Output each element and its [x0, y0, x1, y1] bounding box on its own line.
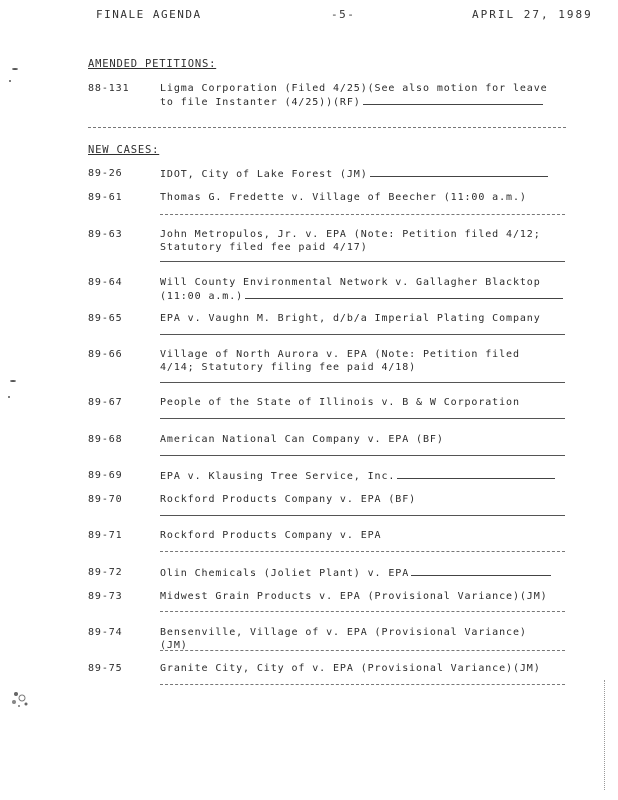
- case-description: [160, 590, 565, 603]
- case-line: EPA v. Vaughn M. Bright, d/b/a Imperial Plating Company: [160, 313, 541, 324]
- case-description: [160, 433, 565, 446]
- case-line: Bensenville, Village of v. EPA (Provisional Variance): [160, 627, 527, 638]
- case-description: [160, 662, 565, 675]
- case-description: [160, 228, 565, 254]
- case-number: 89-69: [88, 470, 123, 481]
- case-number: 89-64: [88, 277, 123, 288]
- scan-speck: [8, 396, 10, 398]
- case-line: People of the State of Illinois v. B & W Corporation: [160, 397, 520, 408]
- case-description: [160, 529, 565, 542]
- scan-speck: [10, 380, 16, 382]
- case-line: Rockford Products Company v. EPA: [160, 530, 382, 541]
- case-line: Thomas G. Fredette v. Village of Beecher (11:00 a.m.): [160, 192, 527, 203]
- case-line: Ligma Corporation (Filed 4/25)(See also motion for leave: [160, 83, 548, 94]
- header-date: APRIL 27, 1989: [472, 8, 593, 21]
- case-number: 89-26: [88, 168, 123, 179]
- amended-petitions-heading: AMENDED PETITIONS:: [88, 58, 217, 70]
- case-number: 89-61: [88, 192, 123, 203]
- divider-rule: [160, 515, 565, 516]
- page-number: -5-: [331, 8, 356, 21]
- case-description: [160, 167, 565, 181]
- case-description: [160, 626, 565, 652]
- case-number: 89-71: [88, 530, 123, 541]
- case-description: [160, 348, 565, 374]
- scan-smudge-icon: [6, 686, 36, 712]
- case-number: 89-68: [88, 434, 123, 445]
- case-number: 89-70: [88, 494, 123, 505]
- case-description: [160, 312, 565, 325]
- new-cases-heading: NEW CASES:: [88, 144, 160, 156]
- case-number: 89-73: [88, 591, 123, 602]
- divider-rule: [160, 684, 565, 685]
- case-line: Midwest Grain Products v. EPA (Provisional Variance)(JM): [160, 591, 548, 602]
- case-line: Village of North Aurora v. EPA (Note: Petition filed: [160, 349, 520, 360]
- case-number: 89-66: [88, 349, 123, 360]
- case-number: 89-63: [88, 229, 123, 240]
- case-description: [160, 276, 565, 303]
- case-number: 89-67: [88, 397, 123, 408]
- case-number: 89-75: [88, 663, 123, 674]
- divider-rule: [160, 418, 565, 419]
- divider-rule: [160, 382, 565, 383]
- case-line: (11:00 a.m.): [160, 289, 565, 303]
- divider-rule: [160, 455, 565, 456]
- divider-rule: [160, 611, 565, 612]
- case-number: 89-65: [88, 313, 123, 324]
- divider-rule: [88, 127, 566, 128]
- case-description: [160, 396, 565, 409]
- case-line: EPA v. Klausing Tree Service, Inc.: [160, 469, 565, 483]
- divider-rule: [160, 650, 565, 651]
- case-number: 89-72: [88, 567, 123, 578]
- case-description: [160, 191, 565, 204]
- case-number: 89-74: [88, 627, 123, 638]
- case-description: [160, 493, 565, 506]
- divider-rule: [160, 214, 565, 215]
- case-line: Will County Environmental Network v. Gallagher Blacktop: [160, 277, 541, 288]
- divider-rule: [160, 334, 565, 335]
- case-number: 88-131: [88, 83, 130, 94]
- case-line: Statutory filed fee paid 4/17): [160, 242, 368, 253]
- case-line: 4/14; Statutory filing fee paid 4/18): [160, 362, 417, 373]
- case-description: [160, 82, 565, 109]
- case-line: IDOT, City of Lake Forest (JM): [160, 167, 565, 181]
- scan-speck: [12, 68, 18, 70]
- scan-speck: [9, 80, 11, 82]
- header-title: FINALE AGENDA: [96, 8, 202, 21]
- case-line: Rockford Products Company v. EPA (BF): [160, 494, 417, 505]
- case-line: Olin Chemicals (Joliet Plant) v. EPA: [160, 566, 565, 580]
- case-description: [160, 469, 565, 483]
- case-line: to file Instanter (4/25))(RF): [160, 95, 565, 109]
- case-description: [160, 566, 565, 580]
- case-line: (JM): [160, 640, 188, 651]
- divider-rule: [160, 261, 565, 262]
- case-line: American National Can Company v. EPA (BF): [160, 434, 444, 445]
- scan-edge-artifact: [604, 680, 607, 790]
- case-line: Granite City, City of v. EPA (Provisional Variance)(JM): [160, 663, 541, 674]
- divider-rule: [160, 551, 565, 552]
- case-line: John Metropulos, Jr. v. EPA (Note: Petition filed 4/12;: [160, 229, 541, 240]
